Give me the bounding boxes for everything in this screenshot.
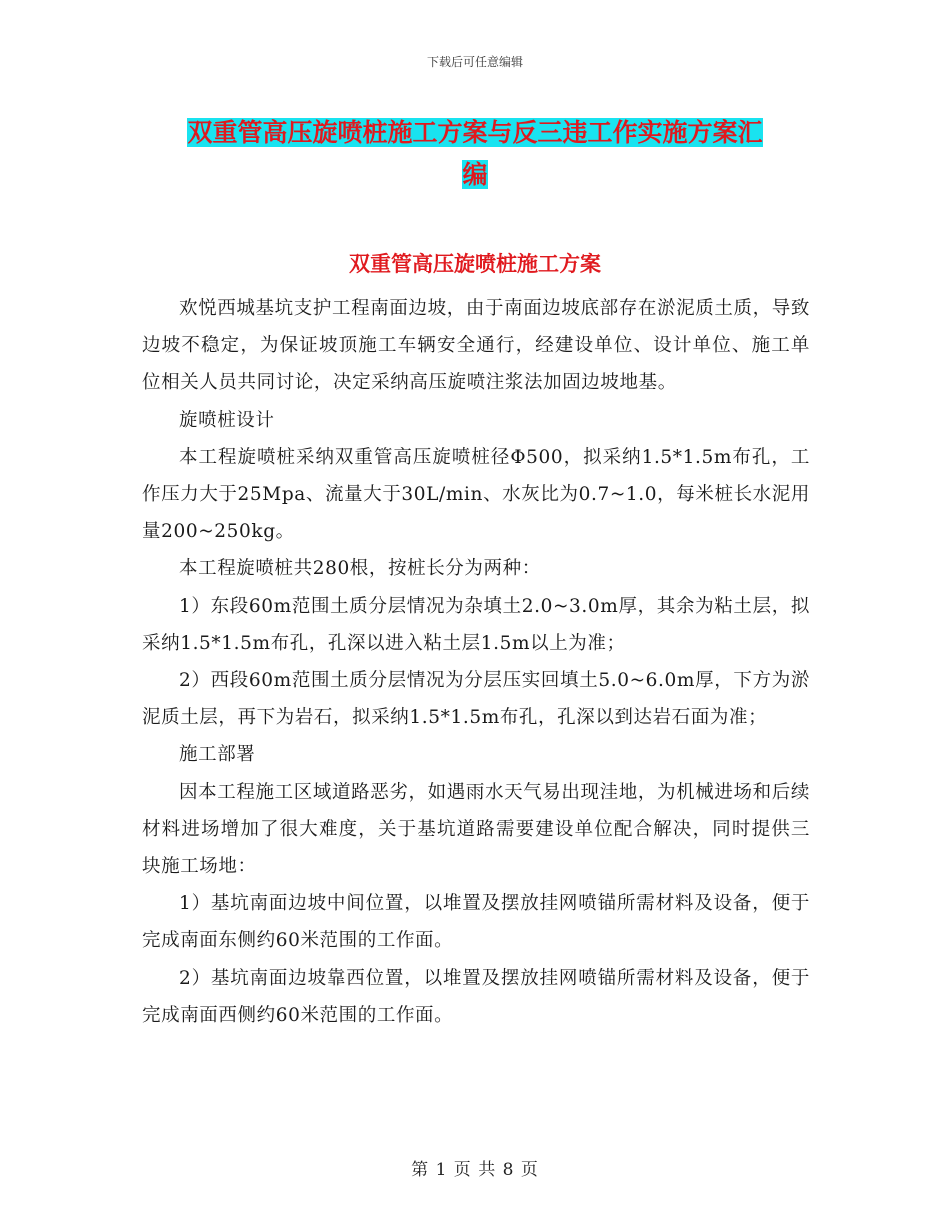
heading-pile-design: 旋喷桩设计 <box>179 409 275 431</box>
document-body <box>142 290 810 1034</box>
paragraph-pile-count: 本工程旋喷桩共280根，按桩长分为两种： <box>179 558 541 580</box>
title-line-2: 编 <box>462 160 488 189</box>
section-title: 双重管高压旋喷桩施工方案 <box>349 252 601 276</box>
header-note: 下载后可任意编辑 <box>426 55 523 69</box>
paragraph-site-conditions: 因本工程施工区域道路恶劣，如遇雨水天气易出现洼地，为机械进场和后续材料进场增加了很大难度，关于基坑道路需要建设单位配合解决，同时提供三块施工场地： <box>142 781 810 878</box>
paragraph-pile-spec: 本工程旋喷桩采纳双重管高压旋喷桩径Φ500，拟采纳1.5*1.5m布孔，工作压力大于25Mpa、流量大于30L/min、水灰比为0.7~1.0，每米桩长水泥用量200~250kg。 <box>142 446 810 543</box>
page-number: 第 1 页 共 8 页 <box>411 1160 539 1180</box>
paragraph-east-section: 1）东段60m范围土质分层情况为杂填土2.0~3.0m厚，其余为粘土层，拟采纳1.5*1.5m布孔，孔深以进入粘土层1.5m以上为准； <box>142 595 810 654</box>
title-line-1: 双重管高压旋喷桩施工方案与反三违工作实施方案汇 <box>187 118 763 147</box>
document-title <box>140 112 810 196</box>
paragraph-site-2: 2）基坑南面边坡靠西位置，以堆置及摆放挂网喷锚所需材料及设备，便于完成南面西侧约60米范围的工作面。 <box>142 967 810 1026</box>
paragraph-west-section: 2）西段60m范围土质分层情况为分层压实回填土5.0~6.0m厚，下方为淤泥质土层，再下为岩石，拟采纳1.5*1.5m布孔，孔深以到达岩石面为准； <box>142 670 810 729</box>
heading-construction-deployment: 施工部署 <box>179 744 256 766</box>
paragraph-site-1: 1）基坑南面边坡中间位置，以堆置及摆放挂网喷锚所需材料及设备，便于完成南面东侧约60米范围的工作面。 <box>142 893 810 952</box>
paragraph-intro: 欢悦西城基坑支护工程南面边坡，由于南面边坡底部存在淤泥质土质，导致边坡不稳定，为保证坡顶施工车辆安全通行，经建设单位、设计单位、施工单位相关人员共同讨论，决定采纳高压旋喷注浆法加固边坡地基。 <box>142 298 810 394</box>
